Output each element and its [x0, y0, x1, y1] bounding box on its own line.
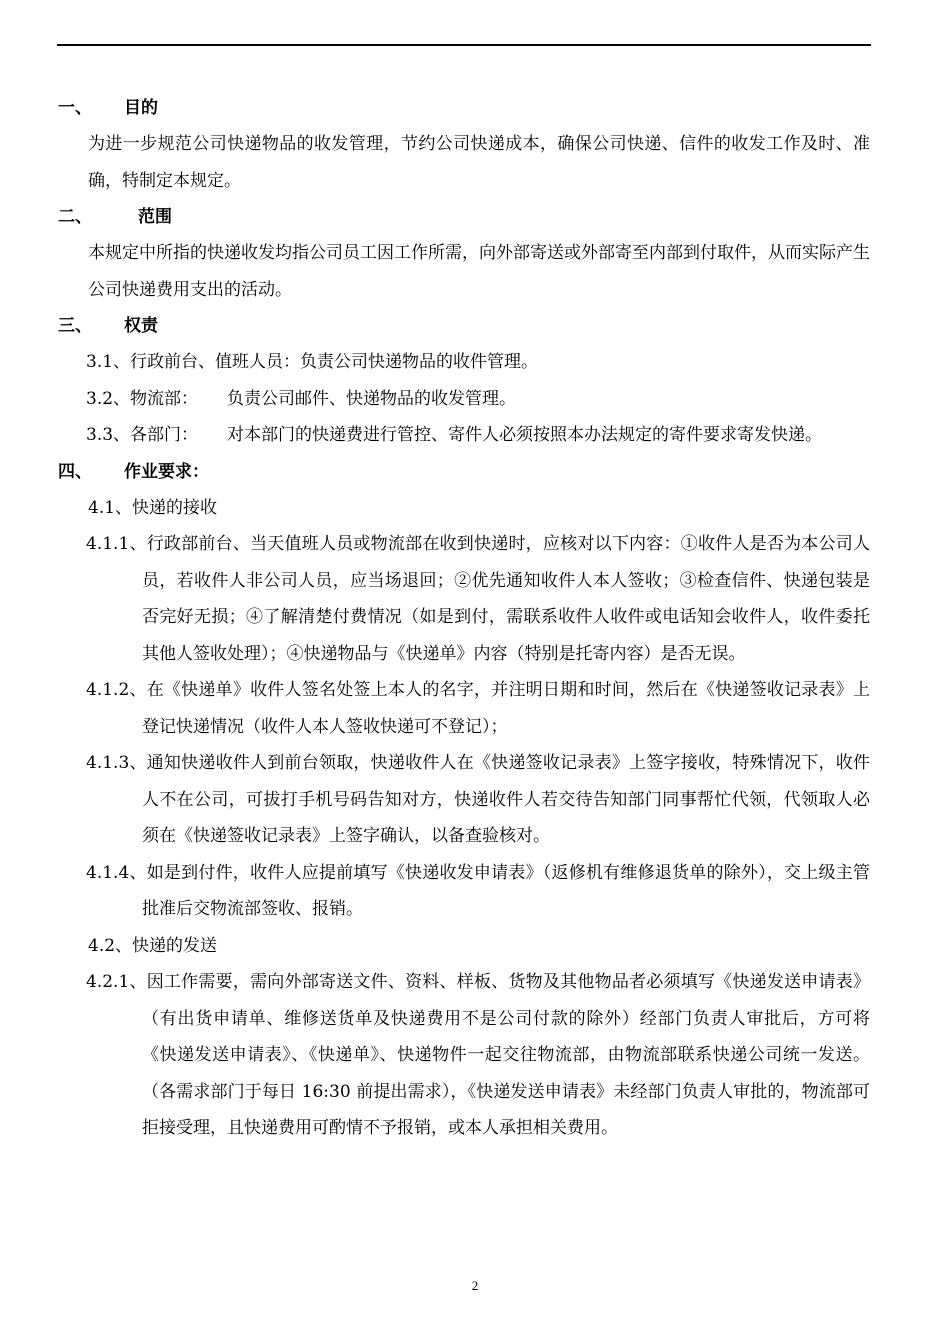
requirement-item: 4.1.3、通知快递收件人到前台领取，快递收件人在《快递签收记录表》上签字接收，特殊情况下，收件人不在公司，可拔打手机号码告知对方，快递收件人若交待告知部门同事帮忙代领，代领取人必须在《快递签收记录表》上签字确认，以备查验核对。 [86, 753, 870, 846]
header-rule [57, 44, 871, 46]
section-body-purpose: 为进一步规范公司快递物品的收发管理，节约公司快递成本，确保公司快递、信件的收发工作及时、准确，特制定本规定。 [88, 134, 870, 191]
section-body-scope: 本规定中所指的快递收发均指公司员工因工作所需，向外部寄送或外部寄至内部到付取件，从而实际产生公司快递费用支出的活动。 [88, 243, 870, 300]
document-body [58, 90, 870, 1147]
requirement-item: 4.1.1、行政部前台、当天值班人员或物流部在收到快递时，应核对以下内容：①收件人是否为本公司人员，若收件人非公司人员，应当场退回；②优先通知收件人本人签收；③检查信件、快递包装是否完好无损；④了解清楚付费情况（如是到付，需联系收件人收件或电话知会收件人，收件委托其他人签收处理）；④快递物品与《快递单》内容（特别是托寄内容）是否无误。 [86, 534, 870, 664]
section-heading-requirements: 四、 作业要求： [58, 461, 209, 482]
requirement-item: 4.2.1、因工作需要，需向外部寄送文件、资料、样板、货物及其他物品者必须填写《快递发送申请表》（有出货申请单、维修送货单及快递费用不是公司付款的除外）经部门负责人审批后，方可将《快递发送申请表》、《快递单》、快递物件一起交往物流部，由物流部联系快递公司统一发送。（各需求部门于每日 16:30 前提出需求），《快递发送申请表》未经部门负责人审批的，物流部可拒接受理，且快递费用可酌情不予报销，或本人承担相关费用。 [86, 972, 870, 1138]
requirement-item: 4.1.2、在《快递单》收件人签名处签上本人的名字，并注明日期和时间，然后在《快递签收记录表》上登记快递情况（收件人本人签收快递可不登记）； [86, 680, 870, 737]
responsibility-item: 3.3、各部门： 对本部门的快递费进行管控、寄件人必须按照本办法规定的寄件要求寄发快递。 [86, 425, 823, 445]
subsection-sending: 4.2、快递的发送 [88, 935, 218, 956]
requirement-item: 4.1.4、如是到付件，收件人应提前填写《快递收发申请表》（返修机有维修退货单的除外），交上级主管批准后交物流部签收、报销。 [86, 862, 870, 919]
responsibility-item: 3.2、物流部： 负责公司邮件、快递物品的收发管理。 [86, 388, 517, 409]
section-heading-responsibility: 三、 权责 [58, 316, 158, 336]
page-number: 2 [471, 1278, 479, 1293]
responsibility-item: 3.1、行政前台、值班人员：负责公司快递物品的收件管理。 [86, 352, 539, 372]
section-heading-scope: 二、 范围 [58, 207, 172, 227]
section-heading-purpose: 一、 目的 [58, 98, 158, 118]
subsection-receiving: 4.1、快递的接收 [88, 497, 218, 518]
